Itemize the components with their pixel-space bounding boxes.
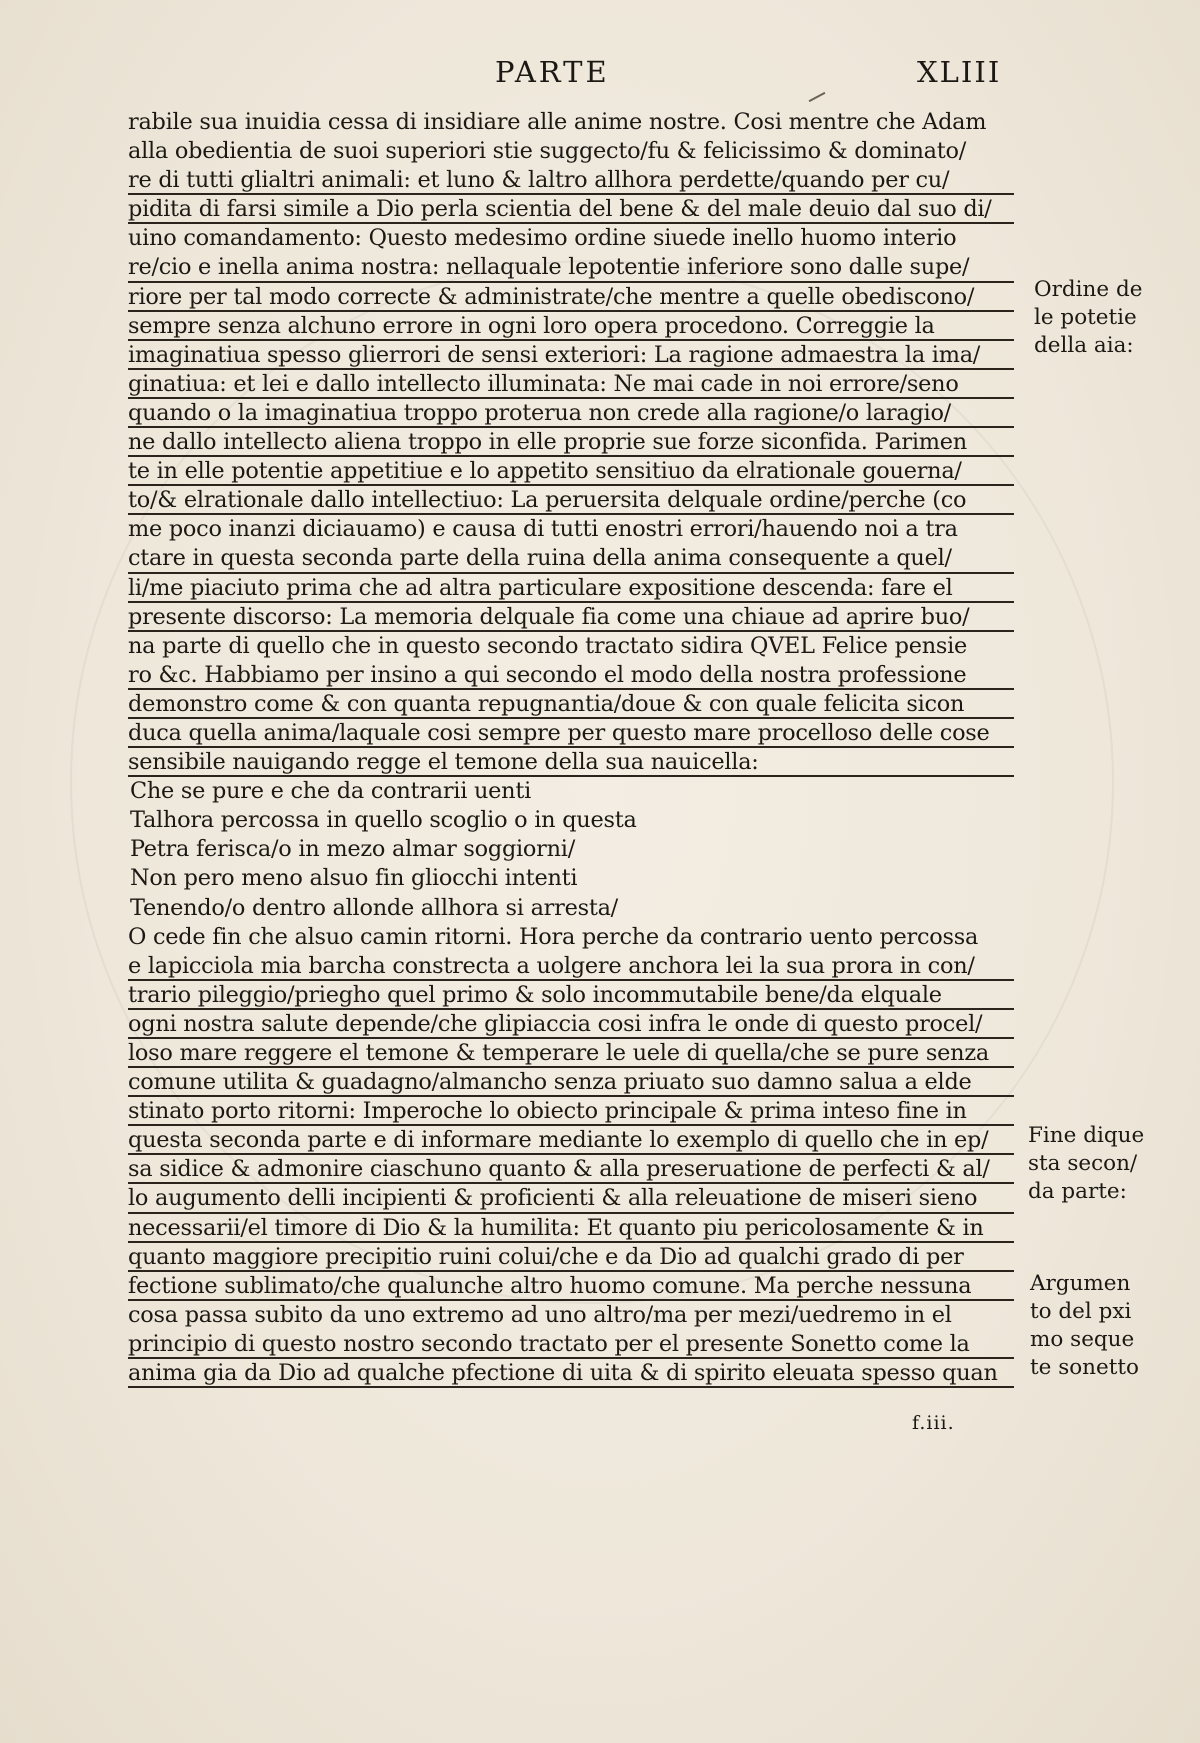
text-line: ne dallo intellecto aliena troppo in elle proprie sue forze siconfida. Parimen xyxy=(128,428,1014,457)
margin-note-ordine xyxy=(1034,276,1142,360)
margin-note-line: Fine dique xyxy=(1028,1123,1145,1148)
text-line: li/me piaciuto prima che ad altra particulare expositione descenda: fare el xyxy=(128,574,1014,603)
text-line: imaginatiua spesso glierrori de sensi exteriori: La ragione admaestra la ima/ xyxy=(128,341,1014,370)
text-line: me poco inanzi diciauamo) e causa di tutti enostri errori/hauendo noi a tra xyxy=(128,516,958,543)
main-text-block xyxy=(128,108,1014,1388)
folio-number: XLIII xyxy=(917,55,1002,89)
verse-line: Che se pure e che da contrarii uenti xyxy=(130,778,531,805)
margin-note-line: Argumen xyxy=(1030,1271,1131,1296)
text-line: trario pileggio/priegho quel primo & solo incommutabile bene/da elquale xyxy=(128,981,1014,1010)
margin-note-line: le potetie xyxy=(1034,305,1137,330)
text-line: te in elle potentie appetitiue e lo appetito sensitiuo da elrationale gouerna/ xyxy=(128,457,1014,486)
text-line: uino comandamento: Questo medesimo ordine siuede inello huomo interio xyxy=(128,225,957,252)
verse-line: Tenendo/o dentro allonde allhora si arresta/ xyxy=(130,894,618,921)
text-line: O cede fin che alsuo camin ritorni. Hora perche da contrario uento percossa xyxy=(128,923,979,950)
margin-note-line: Ordine de xyxy=(1034,277,1143,302)
text-line: questa seconda parte e di informare mediante lo exemplo di quello che in ep/ xyxy=(128,1126,1014,1155)
text-line: quanto maggiore precipitio ruini colui/che e da Dio ad qualchi grado di per xyxy=(128,1243,1014,1272)
margin-note-line: te sonetto xyxy=(1030,1355,1139,1380)
text-line: ginatiua: et lei e dallo intellecto illuminata: Ne mai cade in noi errore/seno xyxy=(128,370,1014,399)
margin-note-line: da parte: xyxy=(1028,1179,1127,1204)
running-header xyxy=(0,55,1200,95)
text-line: quando o la imaginatiua troppo proterua non crede alla ragione/o laragio/ xyxy=(128,399,1014,428)
text-line: re/cio e inella anima nostra: nellaquale lepotentie inferiore sono dalle supe/ xyxy=(128,253,1014,282)
text-line: ro &c. Habbiamo per insino a qui secondo el modo della nostra professione xyxy=(128,661,1014,690)
margin-note-line: sta secon/ xyxy=(1028,1151,1138,1176)
text-line: sa sidice & admonire ciaschuno quanto & alla preseruatione de perfecti & al/ xyxy=(128,1155,1014,1184)
text-line: sempre senza alchuno errore in ogni loro opera procedono. Correggie la xyxy=(128,312,1014,341)
running-head: PARTE xyxy=(495,55,610,89)
verse-line: Non pero meno alsuo fin gliocchi intenti xyxy=(130,865,578,892)
text-line: comune utilita & guadagno/almancho senza priuato suo damno salua a elde xyxy=(128,1068,1014,1097)
text-line: rabile sua inuidia cessa di insidiare alle anime nostre. Cosi mentre che Adam xyxy=(128,109,987,135)
text-line: na parte di quello che in questo secondo tractato sidira QVEL Felice pensie xyxy=(128,632,968,659)
text-line: alla obedientia de suoi superiori stie suggecto/fu & felicissimo & dominato/ xyxy=(128,138,967,165)
text-line: duca quella anima/laquale cosi sempre per questo mare procelloso delle cose xyxy=(128,719,1014,748)
text-line: anima gia da Dio ad qualche pfectione di uita & di spirito eleuata spesso quan xyxy=(128,1359,1014,1388)
text-line: lo augumento delli incipienti & proficienti & alla releuatione de miseri sieno xyxy=(128,1184,1014,1213)
text-line: pidita di farsi simile a Dio perla scientia del bene & del male deuio dal suo di/ xyxy=(128,195,1014,224)
text-line: demonstro come & con quanta repugnantia/doue & con quale felicita sicon xyxy=(128,690,1014,719)
text-line: re di tutti glialtri animali: et luno & laltro allhora perdette/quando per cu/ xyxy=(128,166,1014,195)
text-line: ctare in questa seconda parte della ruina della anima consequente a quel/ xyxy=(128,544,1014,573)
verse-line: Petra ferisca/o in mezo almar soggiorni/ xyxy=(130,836,575,863)
text-line: riore per tal modo correcte & administrate/che mentre a quelle obediscono/ xyxy=(128,283,1014,312)
margin-note-argumento xyxy=(1030,1270,1139,1382)
text-line: presente discorso: La memoria delquale fia come una chiaue ad aprire buo/ xyxy=(128,603,1014,632)
text-line: ogni nostra salute depende/che glipiaccia cosi infra le onde di questo procel/ xyxy=(128,1010,1014,1039)
text-line: to/& elrationale dallo intellectiuo: La peruersita delquale ordine/perche (co xyxy=(128,486,1014,515)
margin-note-fine xyxy=(1028,1122,1144,1206)
margin-note-line: della aia: xyxy=(1034,333,1134,358)
text-line: e lapicciola mia barcha constrecta a uolgere anchora lei la sua prora in con/ xyxy=(128,952,1014,981)
text-line: necessarii/el timore di Dio & la humilita: Et quanto piu pericolosamente & in xyxy=(128,1214,1014,1243)
margin-note-line: mo seque xyxy=(1030,1327,1135,1352)
text-line: cosa passa subito da uno extremo ad uno altro/ma per mezi/uedremo in el xyxy=(128,1301,952,1328)
text-line: fectione sublimato/che qualunche altro huomo comune. Ma perche nessuna xyxy=(128,1272,1014,1301)
text-line: loso mare reggere el temone & temperare le uele di quella/che se pure senza xyxy=(128,1039,1014,1068)
verse-line: Talhora percossa in quello scoglio o in questa xyxy=(130,807,637,834)
signature-mark: f.iii. xyxy=(912,1412,955,1434)
text-line: sensibile nauigando regge el temone della sua nauicella: xyxy=(128,748,1014,777)
text-line: principio di questo nostro secondo tractato per el presente Sonetto come la xyxy=(128,1330,1014,1359)
margin-note-line: to del pxi xyxy=(1030,1299,1132,1324)
text-line: stinato porto ritorni: Imperoche lo obiecto principale & prima inteso fine in xyxy=(128,1097,1014,1126)
